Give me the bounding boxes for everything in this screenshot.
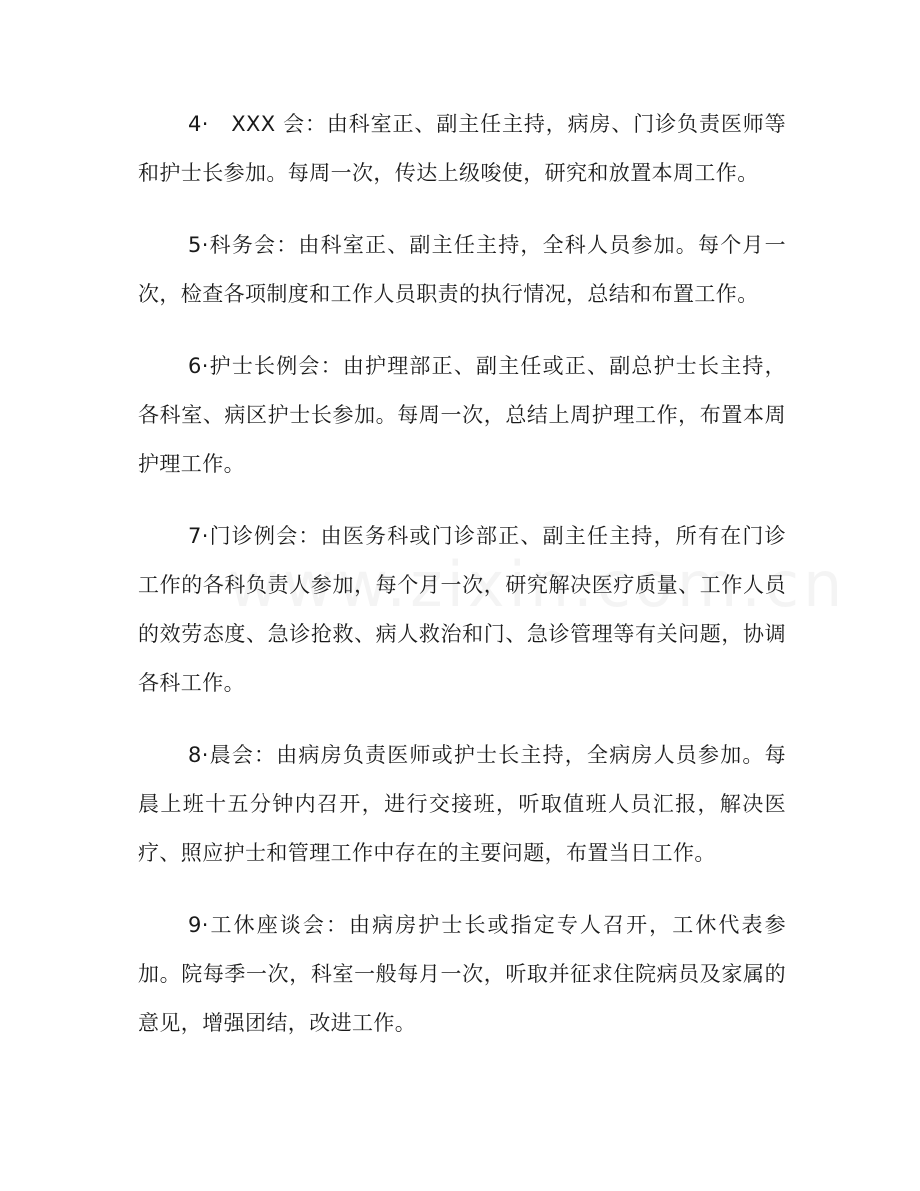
document-body: [138, 100, 786, 1071]
paragraph-item-7: 7·门诊例会：由医务科或门诊部正、副主任主持，所有在门诊工作的各科负责人参加，每个月一次，研究解决医疗质量、工作人员的效劳态度、急诊抢救、病人救治和门、急诊管理等有关问题，协调各科工作。: [138, 524, 786, 695]
paragraph-item-4: 4· XXX 会：由科室正、副主任主持，病房、门诊负责医师等和护士长参加。每周一次，传达上级唆使，研究和放置本周工作。: [138, 112, 786, 185]
paragraph-item-6: 6·护士长例会：由护理部正、副主任或正、副总护士长主持，各科室、病区护士长参加。每周一次，总结上周护理工作，布置本周护理工作。: [138, 354, 786, 476]
paragraph-item-8: 8·晨会：由病房负责医师或护士长主持，全病房人员参加。每晨上班十五分钟内召开，进行交接班，听取值班人员汇报，解决医疗、照应护士和管理工作中存在的主要问题，布置当日工作。: [138, 743, 786, 865]
paragraph-item-5: 5·科务会：由科室正、副主任主持，全科人员参加。每个月一次，检查各项制度和工作人员职责的执行情况，总结和布置工作。: [138, 233, 786, 306]
paragraph-item-9: 9·工休座谈会：由病房护士长或指定专人召开，工休代表参加。院每季一次，科室一般每月一次，听取并征求住院病员及家属的意见，增强团结，改进工作。: [138, 913, 786, 1035]
